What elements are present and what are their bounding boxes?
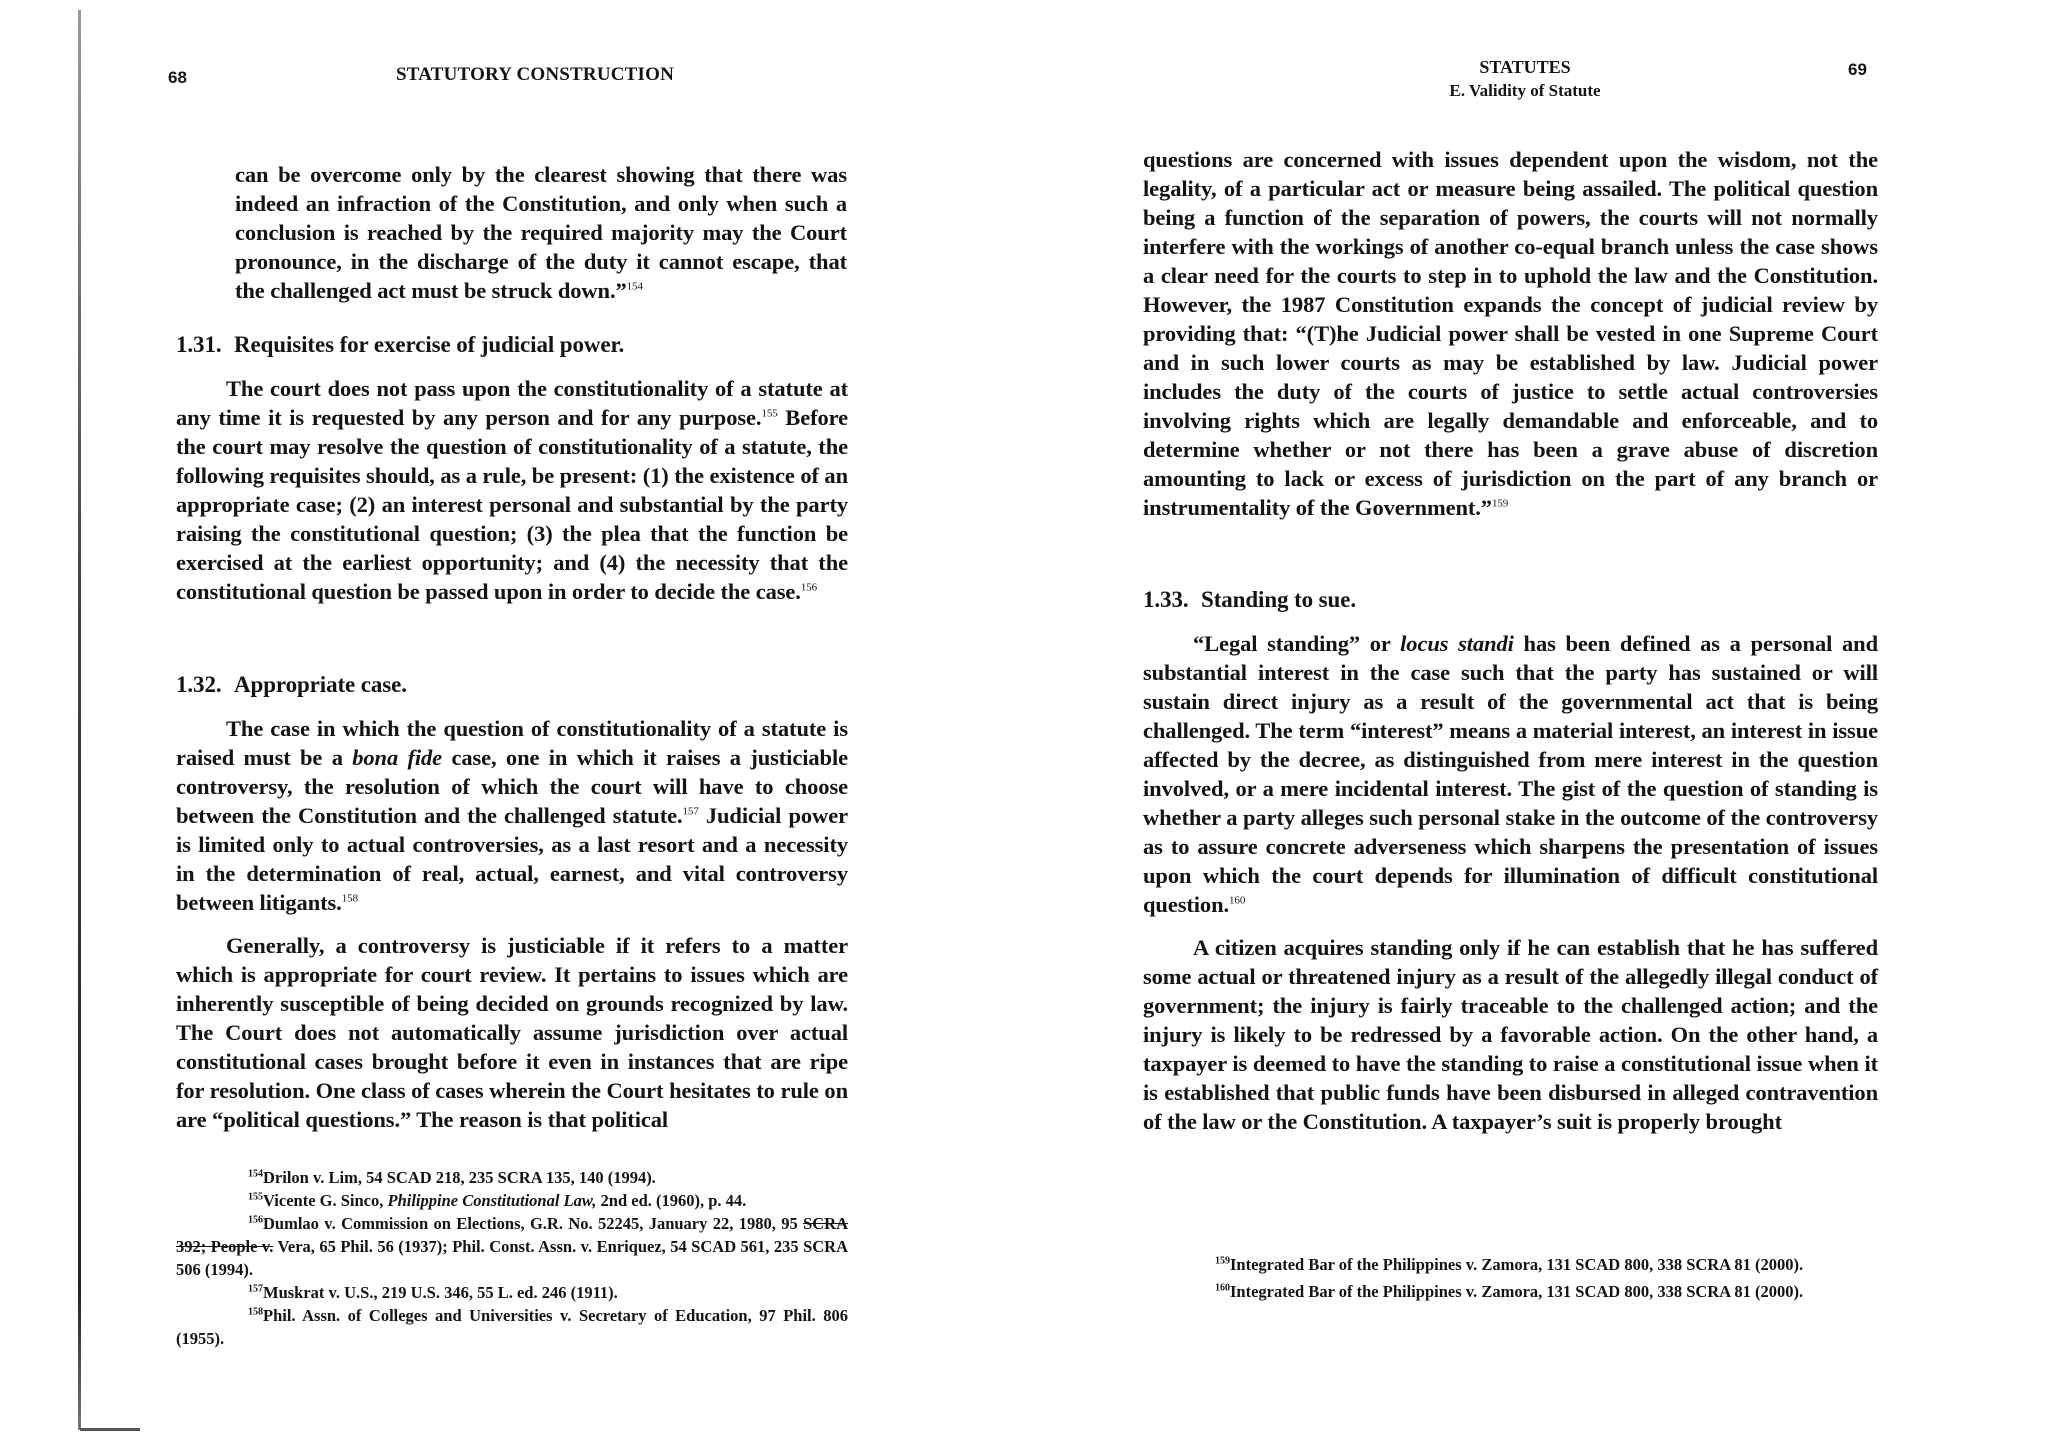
page-number: 68	[168, 68, 187, 87]
footnote-ref: 154	[626, 280, 643, 293]
right-page	[1115, 0, 1878, 1447]
page-number: 69	[1848, 60, 1867, 79]
political-question-continuation: questions are concerned with issues dependent upon the wisdom, not the legality, of a particular act or measure being assailed. The political question being a function of the separation of powers, the courts will not normally interfere with the workings of another co-equal branch unless the case shows a clear need for the courts to step in to uphold the law and the Constitution. However, the 1987 Constitution expands the concept of judicial review by providing that: “(T)he Judicial power shall be vested in one Supreme Court and in such lower courts as may be established by law. Judicial power includes the duty of the courts of justice to settle actual controversies involving rights which are legally demandable and enforceable, and to determine whether or not there has been a grave abuse of discretion amounting to lack or excess of jurisdiction on the part of any branch or instrumentality of the Government.”$^{159}$	[1143, 147, 1878, 520]
section-heading	[176, 670, 848, 700]
quote-text: can be overcome only by the clearest showing that there was indeed an infraction of the Constitution, and only when such a conclusion is reached by the required majority may the Court pronounce, in the discharge of the duty it cannot escape, that the challenged act must be struck down.”	[235, 162, 847, 303]
section-number: 1.31.	[176, 332, 222, 357]
section-title: Requisites for exercise of judicial power.	[234, 332, 625, 357]
footnotes	[176, 1166, 848, 1350]
quote-continuation	[235, 160, 847, 305]
section-number: 1.32.	[176, 672, 222, 697]
section-1-31	[176, 330, 848, 606]
section-1-33	[1143, 585, 1878, 1136]
footnote: $^{159}$Integrated Bar of the Philippines v. Zamora, 131 SCAD 800, 338 SCRA 81 (2000).	[1215, 1255, 1804, 1274]
paragraph: A citizen acquires standing only if he can establish that he has suffered some actual or threatened injury as a result of the allegedly illegal conduct of government; the injury is fairly traceable to the challenged action; and the injury is likely to be redressed by a favorable action. On the other hand, a taxpayer is deemed to have the standing to raise a constitutional issue when it is established that public funds have been disbursed in alleged contravention of the law or the Constitution. A taxpayer’s suit is properly brought	[1143, 935, 1878, 1134]
footnote-ref: 155	[761, 407, 778, 420]
section-number: 1.33.	[1143, 587, 1189, 612]
page-corner-edge	[80, 1428, 140, 1431]
footnote-ref: 160	[1229, 894, 1246, 907]
running-title-block	[1415, 56, 1635, 102]
footnotes	[1143, 1253, 1878, 1303]
footnote: $^{155}$Vicente G. Sinco, Philippine Constitutional Law, 2nd ed. (1960), p. 44.	[248, 1191, 747, 1210]
running-subtitle: E. Validity of Statute	[1449, 81, 1601, 100]
section-1-32	[176, 670, 848, 1134]
footnote: $^{157}$Muskrat v. U.S., 219 U.S. 346, 55 L. ed. 246 (1911).	[248, 1283, 618, 1302]
section-title: Appropriate case.	[234, 672, 407, 697]
footnote: $^{158}$Phil. Assn. of Colleges and Universities v. Secretary of Education, 97 Phil. 806 (1955).	[176, 1306, 848, 1348]
footnote-ref: 158	[341, 892, 358, 905]
running-title: STATUTORY CONSTRUCTION	[396, 64, 675, 85]
section-heading	[176, 330, 848, 360]
paragraph: Generally, a controversy is justiciable if it refers to a matter which is appropriate for court review. It pertains to issues which are inherently susceptible of being decided on grounds recognized by law. The Court does not automatically assume jurisdiction over actual constitutional cases brought before it even in instances that are ripe for resolution. One class of cases wherein the Court hesitates to rule on are “political questions.” The reason is that political	[176, 933, 848, 1132]
footnote-ref: 157	[682, 805, 699, 818]
left-page	[160, 0, 920, 1447]
footnote-ref: 156	[800, 581, 818, 594]
footnote-ref: 159	[1491, 497, 1509, 510]
paragraph: The case in which the question of constitutionality of a statute is raised must be a bona fide case, one in which it raises a justiciable controversy, the resolution of which the court will have to choose between the Constitution and the challenged statute.$^{157}$ Judicial power is limited only to actual controversies, as a last resort and a necessity in the determination of real, actual, earnest, and vital controversy between litigants.$^{158}$	[176, 716, 848, 915]
section-heading	[1143, 585, 1878, 615]
book-binding-edge	[78, 10, 81, 1430]
footnote: $^{156}$Dumlao v. Commission on Elections, G.R. No. 52245, January 22, 1980, 95 SCRA 392; People v. Vera, 65 Phil. 56 (1937); Phil. Const. Assn. v. Enriquez, 54 SCAD 561, 235 SCRA 506 (1994).	[176, 1214, 849, 1279]
footnote: $^{160}$Integrated Bar of the Philippines v. Zamora, 131 SCAD 800, 338 SCRA 81 (2000).	[1215, 1282, 1804, 1301]
running-title: STATUTES	[1479, 57, 1571, 77]
paragraph: “Legal standing” or locus standi has been defined as a personal and substantial interest in the case such that the party has sustained or will sustain direct injury as a result of the governmental act that is being challenged. The term “interest” means a material interest, an interest in issue affected by the decree, as distinguished from mere interest in the question involved, or a mere incidental interest. The gist of the question of standing is whether a party alleges such personal stake in the outcome of the controversy as to assure concrete adverseness which sharpens the presentation of issues upon which the court depends for illumination of difficult constitutional question.$^{160}$	[1143, 631, 1878, 917]
footnote: $^{154}$Drilon v. Lim, 54 SCAD 218, 235 SCRA 135, 140 (1994).	[248, 1168, 656, 1187]
paragraph: The court does not pass upon the constitutionality of a statute at any time it is requested by any person and for any purpose.$^{155}$ Before the court may resolve the question of constitutionality of a statute, the following requisites should, as a rule, be present: (1) the existence of an appropriate case; (2) an interest personal and substantial by the party raising the constitutional question; (3) the plea that the function be exercised at the earliest opportunity; and (4) the necessity that the constitutional question be passed upon in order to decide the case.$^{156}$	[176, 376, 848, 604]
section-title: Standing to sue.	[1201, 587, 1356, 612]
